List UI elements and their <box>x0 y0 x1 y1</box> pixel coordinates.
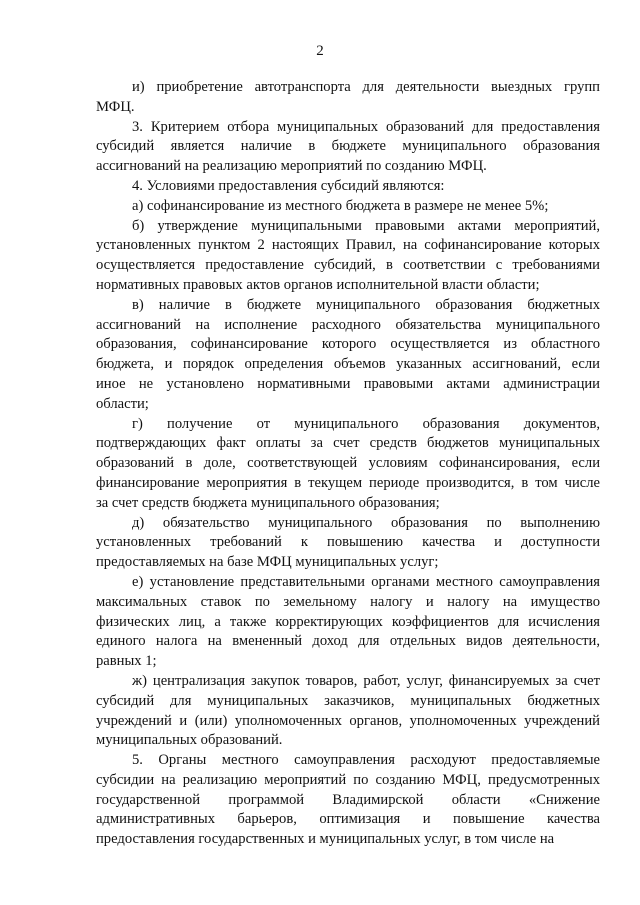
text-line: иное не установлено нормативными правовыми актами администрации <box>96 375 600 392</box>
text-line: предоставляемых на базе МФЦ муниципальных услуг; <box>96 554 439 571</box>
paragraph-clause-4 <box>96 177 600 197</box>
text-line: МФЦ. <box>96 98 135 115</box>
text-line: 4. Условиями предоставления субсидий являются: <box>132 177 445 194</box>
text-line: а) софинансирование из местного бюджета в размере не менее 5%; <box>132 197 549 214</box>
paragraph-item-zh <box>96 672 600 751</box>
text-line: в) наличие в бюджете муниципального образования бюджетных <box>132 296 600 313</box>
paragraph-item-i <box>96 78 600 118</box>
text-line: г) получение от муниципального образования документов, <box>132 415 600 432</box>
text-line: образований в доле, соответствующей условиям софинансирования, если <box>96 455 600 472</box>
paragraph-item-b <box>96 217 600 296</box>
text-line: субсидий является наличие в бюджете муниципального образования <box>96 138 600 155</box>
text-line: 5. Органы местного самоуправления расходуют предоставляемые <box>132 752 600 769</box>
text-line: д) обязательство муниципального образования по выполнению <box>132 514 600 531</box>
text-line: осуществляется предоставление субсидий, в соответствии с требованиями <box>96 257 600 274</box>
paragraph-clause-3 <box>96 118 600 177</box>
text-line: образования, софинансирование которого осуществляется из областного <box>96 336 600 353</box>
text-line: субсидий для муниципальных заказчиков, муниципальных бюджетных <box>96 692 600 709</box>
page-number: 2 <box>316 43 324 59</box>
text-line: е) установление представительными органами местного самоуправления <box>132 573 600 590</box>
text-line: ж) централизация закупок товаров, работ, услуг, финансируемых за счет <box>132 672 600 689</box>
text-line: б) утверждение муниципальными правовыми актами мероприятий, <box>132 217 600 234</box>
text-line: субсидии на реализацию мероприятий по созданию МФЦ, предусмотренных <box>96 771 600 788</box>
text-line: равных 1; <box>96 653 157 670</box>
text-line: установленных пунктом 2 настоящих Правил, на софинансирование которых <box>96 237 600 254</box>
text-line: за счет средств бюджета муниципального образования; <box>96 494 440 511</box>
text-line: установленных требований к повышению качества и доступности <box>96 534 600 551</box>
text-line: области; <box>96 395 149 412</box>
text-line: максимальных ставок по земельному налогу и налогу на имущество <box>96 593 600 610</box>
paragraph-item-v <box>96 296 600 415</box>
text-line: единого налога на вмененный доход для отдельных видов деятельности, <box>96 633 600 650</box>
text-line: ассигнований на исполнение расходного обязательства муниципального <box>96 316 600 333</box>
text-line: 3. Критерием отбора муниципальных образований для предоставления <box>132 118 600 135</box>
text-line: и) приобретение автотранспорта для деятельности выездных групп <box>132 79 600 95</box>
text-line: государственной программой Владимирской области «Снижение <box>96 791 600 808</box>
text-line: бюджета, и порядок определения объемов указанных ассигнований, если <box>96 356 600 373</box>
text-line: административных барьеров, оптимизация и повышение качества <box>96 811 600 828</box>
text-line: финансирование мероприятия в текущем периоде производится, в том числе <box>96 474 600 491</box>
paragraph-item-a <box>96 197 600 217</box>
paragraph-clause-5 <box>96 751 600 850</box>
text-line: нормативных правовых актов органов исполнительной власти области; <box>96 276 540 293</box>
text-line: муниципальных образований. <box>96 732 283 749</box>
paragraph-item-d <box>96 514 600 573</box>
text-line: подтверждающих факт оплаты за счет средств бюджетов муниципальных <box>96 435 600 452</box>
document-body <box>96 78 600 850</box>
text-line: учреждений и (или) уполномоченных органов, уполномоченных учреждений <box>96 712 600 729</box>
text-line: физических лиц, а также корректирующих коэффициентов для исчисления <box>96 613 600 630</box>
text-line: ассигнований на реализацию мероприятий по созданию МФЦ. <box>96 158 487 175</box>
paragraph-item-e <box>96 573 600 672</box>
paragraph-item-g <box>96 415 600 514</box>
text-line: предоставления государственных и муниципальных услуг, в том числе на <box>96 831 555 848</box>
